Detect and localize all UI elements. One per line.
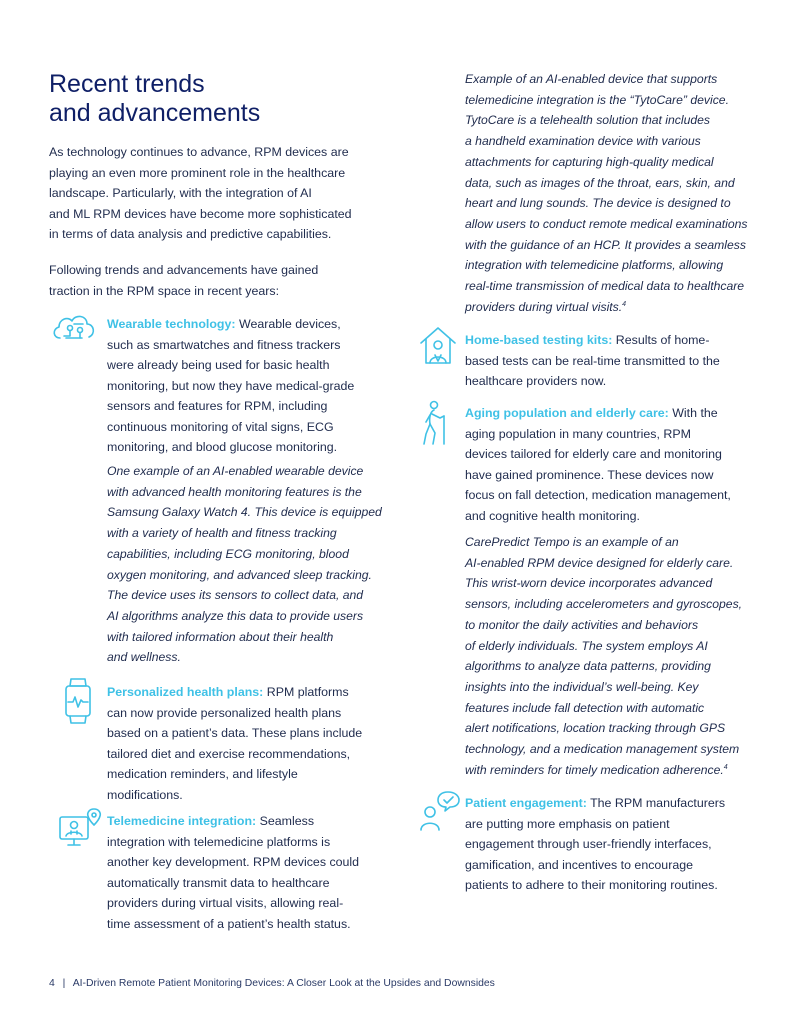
following-paragraph: Following trends and advancements have gained traction in the RPM space in recent years:	[49, 263, 319, 298]
engagement-section: Patient engagement: The RPM manufacturers are putting more emphasis on patient engagement through user-friendly interfaces, gamification, and incentives to encourage patients to adhere to their monitoring routines.	[465, 796, 726, 892]
tytocare-example: Example of an AI-enabled device that supports telemedicine integration is the “TytoCare” device. TytoCare is a telehealth solution that includes a handheld examination device with various attachments for capturing high-quality medical data, such as images of the throat, ears, skin, and heart and lung sounds. The device is designed to allow users to conduct remote medical examinations with the guidance of an HCP. It provides a seamless integration with telemedicine platforms, allowing real-time transmission of medical data to healthcare providers during virtual visits.$^4$	[465, 72, 748, 314]
cloud-circuit-icon	[50, 310, 98, 346]
page-number: 4	[49, 978, 55, 989]
footer-separator: |	[62, 978, 66, 989]
telemedicine-section: Telemedicine integration: Seamless integration with telemedicine platforms is another key development. RPM devices could automatically transmit data to healthcare providers during virtual visits, allowing real- time assessment of a patient’s health status.	[107, 814, 360, 931]
home-person-icon	[418, 325, 458, 365]
carepredict-example: CarePredict Tempo is an example of an AI-enabled RPM device designed for elderly care. This wrist-worn device incorporates advanced sensors, including accelerometers and gyroscopes, to monitor the daily activities and behaviors of elderly individuals. The system employs AI algorithms to analyze data patterns, providing insights into the individual’s well-being. Key features include fall detection with automatic alert notifications, location tracking through GPS technology, and a medication management system with reminders for timely medication adherence.$^4$	[465, 535, 743, 777]
intro-paragraph: As technology continues to advance, RPM devices are playing an even more prominent role in the healthcare landscape. Particularly, with the integration of AI and ML RPM devices have become more sophisticated in terms of data analysis and predictive capabilities.	[49, 145, 352, 241]
footnote-ref: 4	[723, 763, 728, 771]
page-title	[49, 70, 260, 128]
elderly-walking-icon	[420, 400, 450, 446]
smartwatch-heartbeat-icon	[64, 678, 92, 724]
telemedicine-doctor-icon	[58, 807, 102, 849]
title-line-2: and advancements	[49, 99, 261, 127]
home-testing-section: Home-based testing kits: Results of home- based tests can be real-time transmitted to the healthcare providers now.	[465, 333, 720, 388]
wearable-section: Wearable technology: Wearable devices, such as smartwatches and fitness trackers were already being used for basic health monitoring, but now they have medical-grade sensors and features for RPM, including continuous monitoring of vital signs, ECG monitoring, and blood glucose monitoring.	[107, 317, 355, 454]
person-chat-icon	[418, 790, 462, 832]
personalized-section: Personalized health plans: RPM platforms can now provide personalized health plans based on a patient’s data. These plans include tailored diet and exercise recommendations, medication reminders, and lifestyle modifications.	[107, 685, 363, 802]
aging-section: Aging population and elderly care: With the aging population in many countries, RPM devices tailored for elderly care and monitoring have gained prominence. These devices now focus on fall detection, medication management, and cognitive health monitoring.	[465, 406, 731, 523]
document-title: AI-Driven Remote Patient Monitoring Devices: A Closer Look at the Upsides and Downsides	[72, 978, 495, 989]
page-footer	[49, 978, 495, 989]
footnote-ref: 4	[622, 300, 627, 308]
title-line-1: Recent trends	[49, 70, 205, 98]
wearable-example: One example of an AI-enabled wearable device with advanced health monitoring features is the Samsung Galaxy Watch 4. This device is equipped with a variety of health and fitness tracking capabilities, including ECG monitoring, blood oxygen monitoring, and advanced sleep tracking. The device uses its sensors to collect data, and AI algorithms analyze this data to provide users with tailored information about their health and wellness.	[107, 464, 382, 665]
